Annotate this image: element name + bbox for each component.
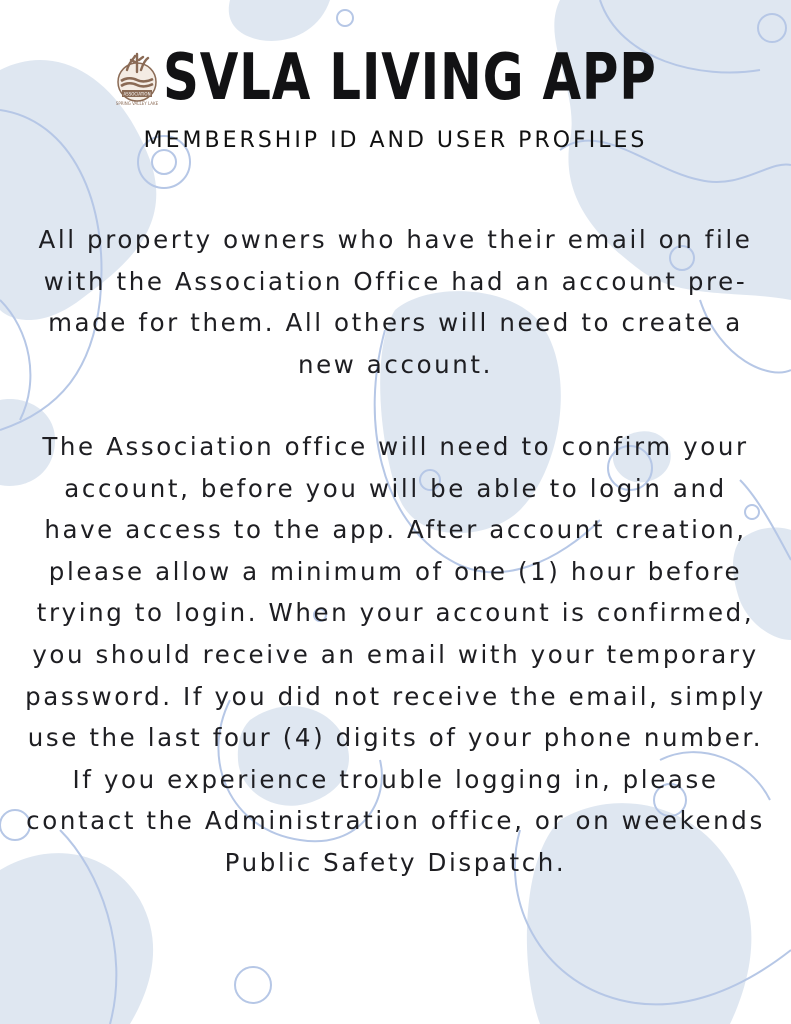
paragraph-account-premade: All property owners who have their email on file with the Association Office had an account pre-made for them. All others will need to create a new account.	[38, 225, 753, 379]
association-seal-logo	[115, 48, 159, 108]
paragraph-account-confirmation: The Association office will need to confirm your account, before you will be able to login and have access to the app. After account creation, please allow a minimum of one (1) hour before trying to login. When your account is confirmed, you should receive an email with your temporary password. If you did not receive the email, simply use the last four (4) digits of your phone number. If you experience trouble logging in, please contact the Administration office, or on weekends Public Safety Dispatch.	[25, 432, 766, 877]
header	[0, 38, 791, 118]
page-title: SVLA LIVING APP	[163, 41, 657, 115]
logo-band-text: ASSOCIATION	[123, 91, 151, 97]
logo-arc-text: SPRING VALLEY LAKE	[115, 101, 159, 106]
page-subtitle: MEMBERSHIP ID AND USER PROFILES	[143, 128, 648, 153]
